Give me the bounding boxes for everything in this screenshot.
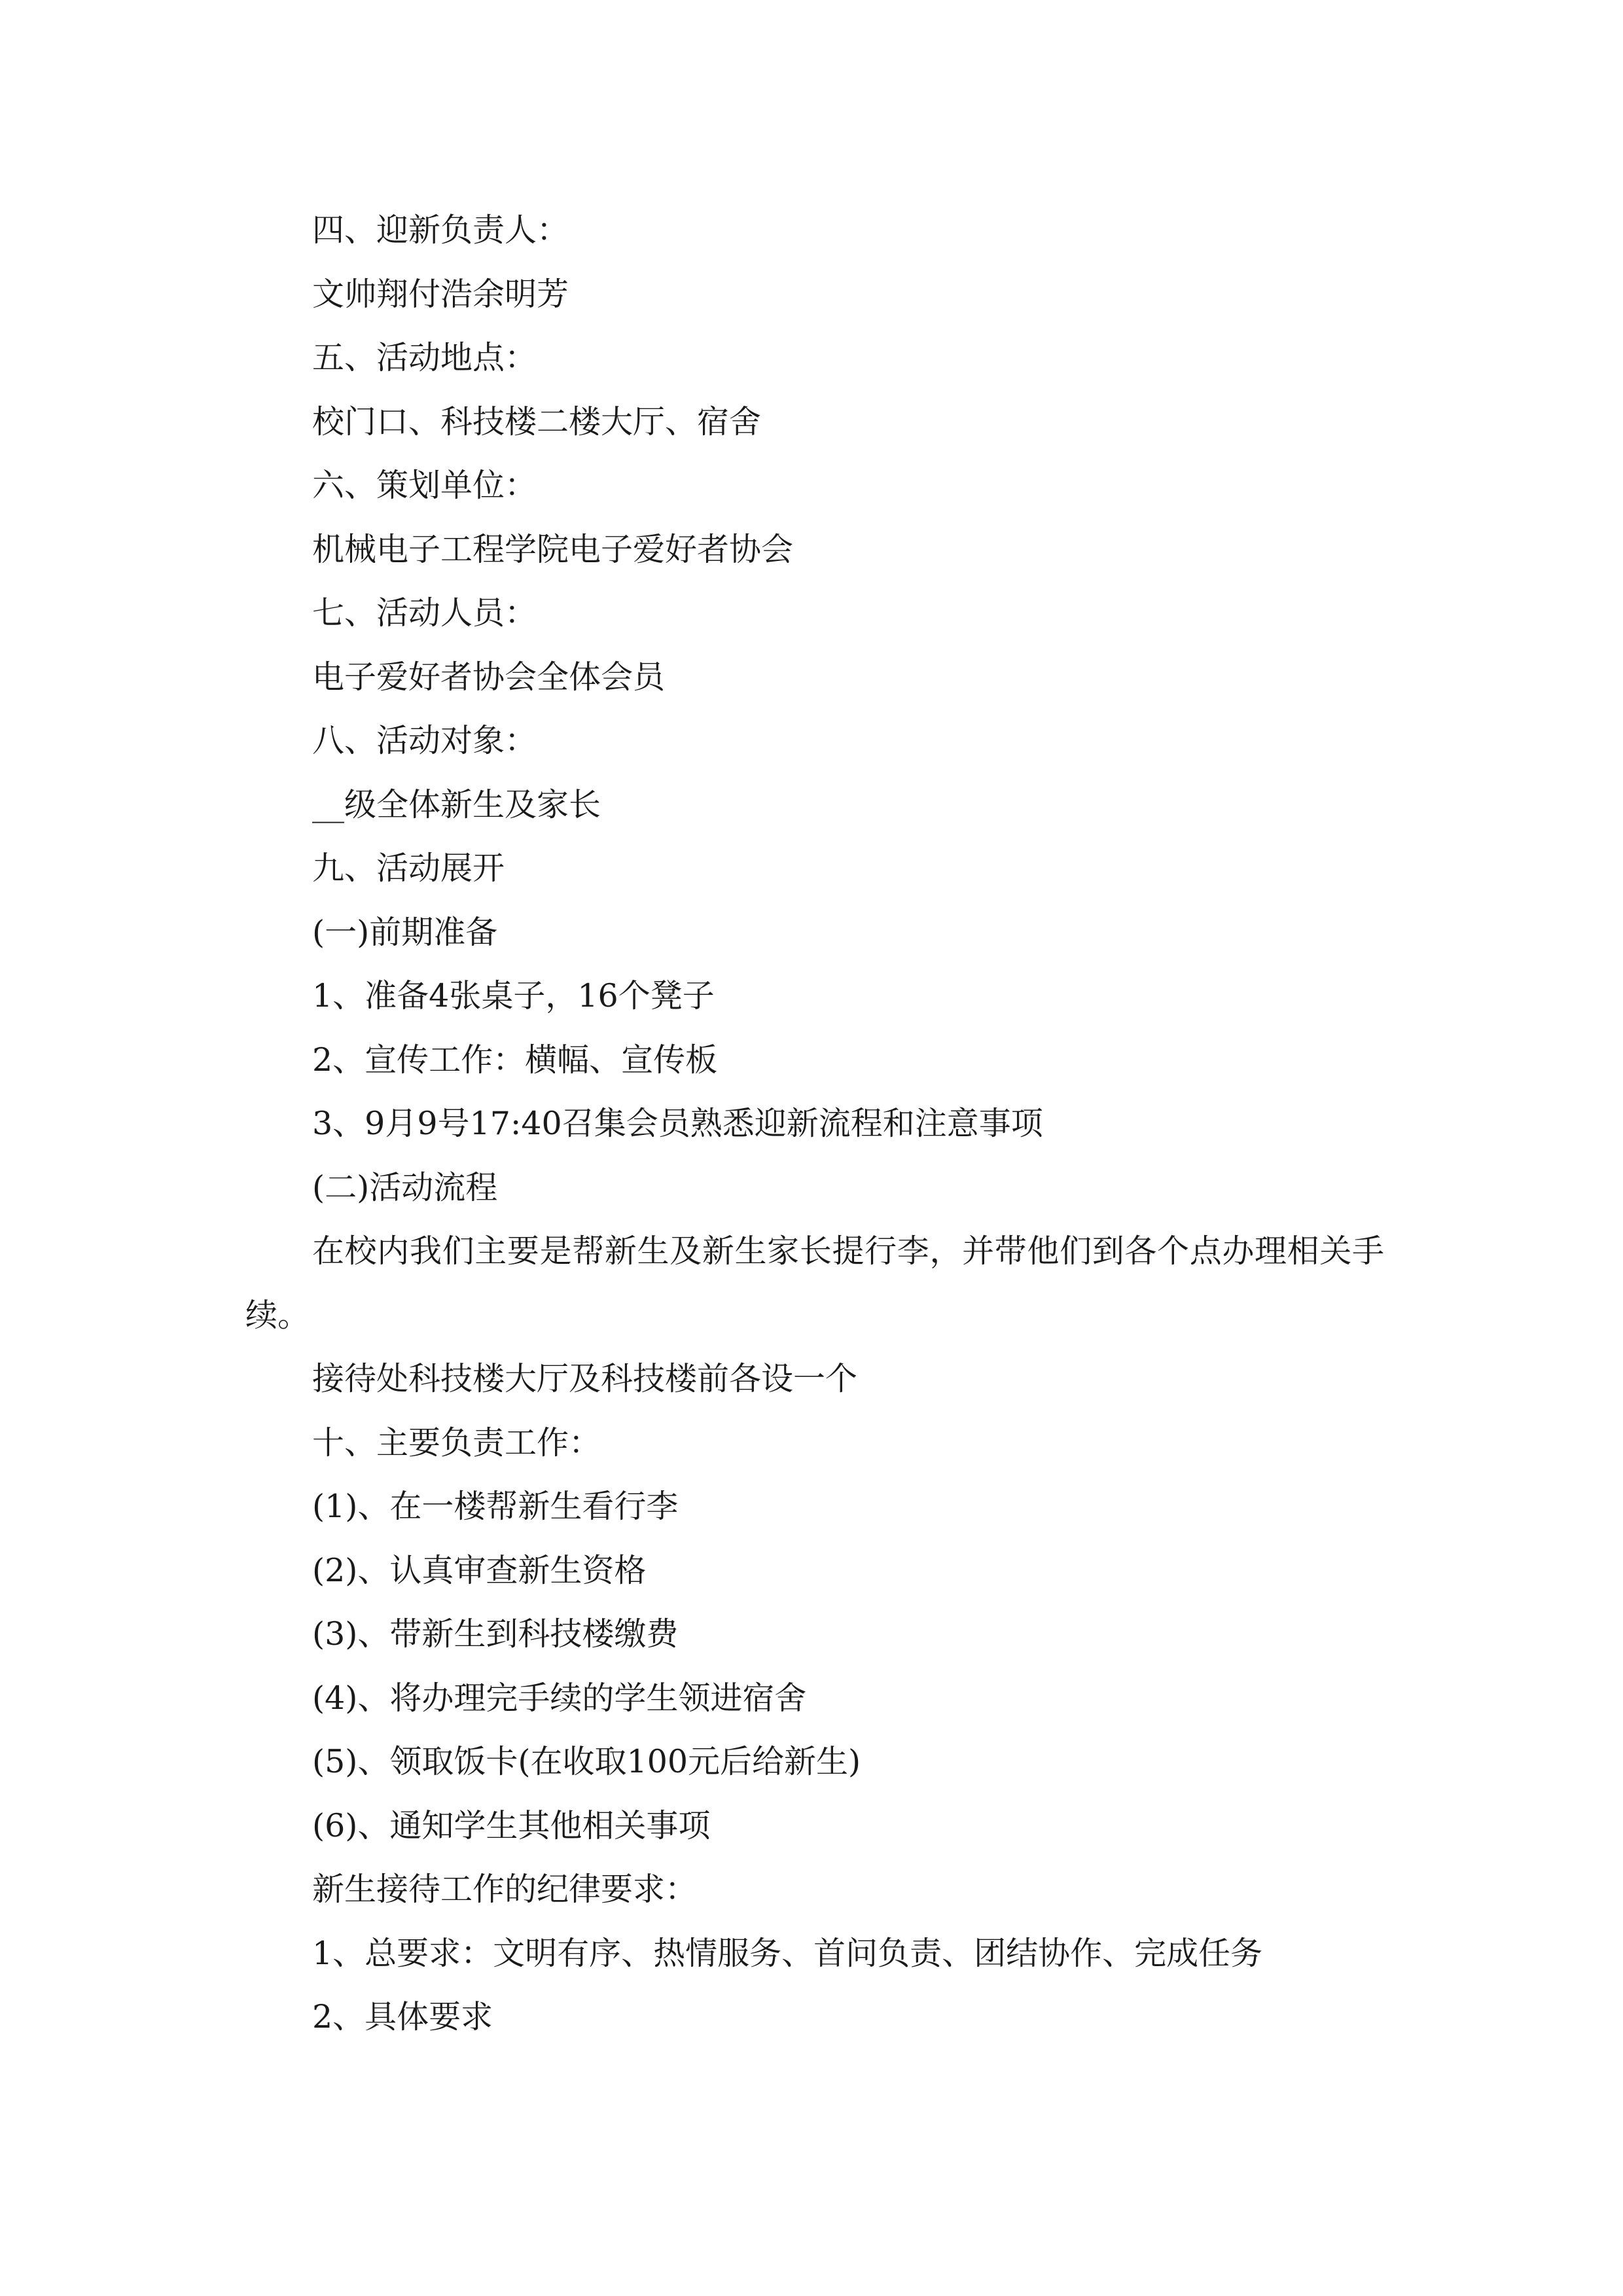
text-line: 文帅翔付浩余明芳 bbox=[312, 275, 569, 313]
list-item: (1)、在一楼帮新生看行李 bbox=[312, 1488, 679, 1525]
text-line: 电子爱好者协会全体会员 bbox=[312, 658, 666, 696]
list-item: (4)、将办理完手续的学生领进宿舍 bbox=[312, 1679, 807, 1717]
subheading: (一)前期准备 bbox=[312, 913, 498, 951]
list-item: 1、总要求：文明有序、热情服务、首问负责、团结协作、完成任务 bbox=[312, 1934, 1263, 1972]
list-item: (2)、认真审查新生资格 bbox=[312, 1551, 647, 1589]
list-item: (3)、带新生到科技楼缴费 bbox=[312, 1615, 679, 1653]
list-item: 2、具体要求 bbox=[312, 1998, 493, 2036]
list-item: 3、9月9号17:40召集会员熟悉迎新流程和注意事项 bbox=[312, 1105, 1043, 1142]
heading-section-8: 八、活动对象： bbox=[312, 722, 537, 759]
heading-section-9: 九、活动展开 bbox=[312, 850, 505, 887]
heading-section-10: 十、主要负责工作： bbox=[312, 1424, 601, 1462]
heading-section-6: 六、策划单位： bbox=[312, 467, 537, 504]
subheading: 新生接待工作的纪律要求： bbox=[312, 1871, 698, 1908]
text-line: 校门口、科技楼二楼大厅、宿舍 bbox=[312, 403, 762, 440]
text-line: 机械电子工程学院电子爱好者协会 bbox=[312, 530, 794, 568]
subheading: (二)活动流程 bbox=[312, 1168, 498, 1206]
list-item: 2、宣传工作：横幅、宣传板 bbox=[312, 1041, 718, 1079]
list-item: (5)、领取饭卡(在收取100元后给新生) bbox=[312, 1743, 861, 1780]
text-line: 接待处科技楼大厅及科技楼前各设一个 bbox=[312, 1360, 858, 1397]
heading-section-4: 四、迎新负责人： bbox=[312, 211, 569, 249]
document-body bbox=[245, 198, 1384, 2049]
heading-section-5: 五、活动地点： bbox=[312, 339, 537, 376]
body-paragraph: 在校内我们主要是帮新生及新生家长提行李，并带他们到各个点办理相关手续。 bbox=[245, 1232, 1384, 1334]
list-item: 1、准备4张桌子，16个凳子 bbox=[312, 977, 715, 1014]
text-line: __级全体新生及家长 bbox=[312, 785, 601, 823]
list-item: (6)、通知学生其他相关事项 bbox=[312, 1806, 711, 1844]
heading-section-7: 七、活动人员： bbox=[312, 594, 537, 632]
